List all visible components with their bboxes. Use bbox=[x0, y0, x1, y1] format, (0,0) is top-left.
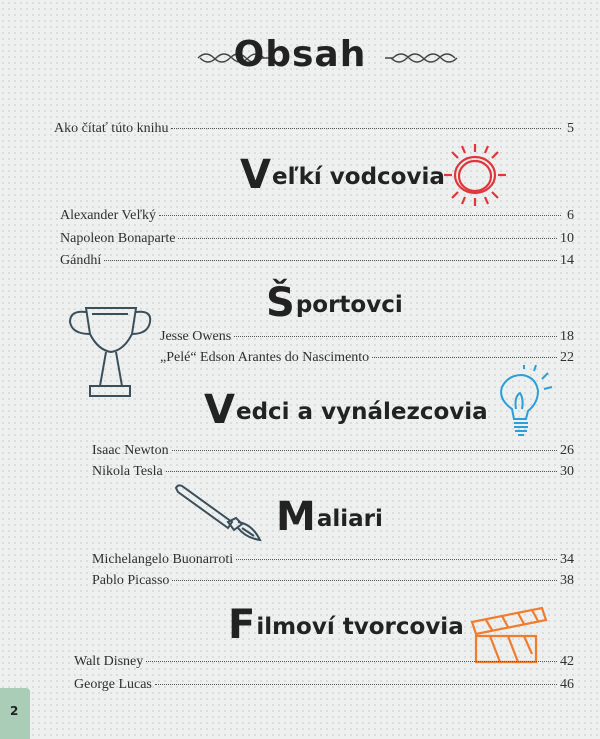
toc-entry-intro[interactable] bbox=[54, 120, 574, 138]
entry-page: 6 bbox=[567, 208, 574, 223]
entry-page: 46 bbox=[560, 677, 574, 692]
entry-page: 34 bbox=[560, 552, 574, 567]
toc-entry[interactable] bbox=[92, 551, 574, 569]
trophy-icon bbox=[64, 300, 156, 404]
entry-label: Michelangelo Buonarroti bbox=[92, 552, 234, 567]
entry-page: 30 bbox=[560, 464, 574, 479]
dot-leader bbox=[178, 238, 557, 239]
dot-leader bbox=[155, 684, 557, 685]
dot-leader bbox=[236, 559, 557, 560]
toc-entry[interactable] bbox=[74, 676, 574, 694]
dot-leader bbox=[172, 580, 557, 581]
page-number: 2 bbox=[10, 704, 19, 718]
entry-page: 10 bbox=[560, 231, 574, 246]
toc-entry[interactable] bbox=[92, 572, 574, 590]
toc-entry[interactable] bbox=[74, 653, 574, 671]
entry-page: 18 bbox=[560, 329, 574, 344]
dot-leader bbox=[372, 357, 557, 358]
entry-label: Napoleon Bonaparte bbox=[60, 231, 176, 246]
right-ornament-icon bbox=[383, 46, 459, 70]
section-title-filmmakers: Filmoví tvorcovia bbox=[228, 602, 464, 648]
entry-label: Alexander Veľký bbox=[60, 208, 157, 223]
section-title-leaders: Veľkí vodcovia bbox=[240, 152, 445, 198]
entry-page: 42 bbox=[560, 654, 574, 669]
dot-leader bbox=[234, 336, 557, 337]
dot-leader bbox=[146, 661, 557, 662]
entry-page: 22 bbox=[560, 350, 574, 365]
entry-label: Isaac Newton bbox=[92, 443, 169, 458]
entry-label: Pablo Picasso bbox=[92, 573, 170, 588]
toc-entry[interactable] bbox=[92, 463, 574, 481]
entry-label: „Pelé“ Edson Arantes do Nascimento bbox=[160, 350, 370, 365]
entry-page: 38 bbox=[560, 573, 574, 588]
dot-leader bbox=[159, 215, 561, 216]
toc-entry[interactable] bbox=[60, 207, 574, 225]
toc-entry[interactable] bbox=[60, 252, 574, 270]
dot-leader bbox=[166, 471, 557, 472]
entry-page: 26 bbox=[560, 443, 574, 458]
dot-leader bbox=[104, 260, 557, 261]
dot-leader bbox=[171, 128, 561, 129]
entry-label: Walt Disney bbox=[74, 654, 144, 669]
section-title-painters: Maliari bbox=[276, 494, 383, 540]
entry-label: George Lucas bbox=[74, 677, 152, 692]
paintbrush-icon bbox=[172, 482, 264, 544]
entry-page: 14 bbox=[560, 253, 574, 268]
toc-entry[interactable] bbox=[160, 328, 574, 346]
lightbulb-icon bbox=[490, 365, 560, 445]
section-title-scientists: Vedci a vynálezcovia bbox=[204, 387, 488, 433]
entry-label: Jesse Owens bbox=[160, 329, 232, 344]
section-title-athletes: Športovci bbox=[266, 280, 403, 326]
toc-entry[interactable] bbox=[60, 230, 574, 248]
entry-label: Nikola Tesla bbox=[92, 464, 163, 479]
sun-icon bbox=[440, 140, 510, 210]
toc-entry[interactable] bbox=[92, 442, 574, 460]
entry-label: Gándhí bbox=[60, 253, 102, 268]
entry-label: Ako čítať túto knihu bbox=[54, 121, 169, 136]
page-title: Obsah bbox=[233, 34, 367, 75]
dot-leader bbox=[172, 450, 557, 451]
title-row bbox=[0, 34, 600, 86]
entry-page: 5 bbox=[567, 121, 574, 136]
